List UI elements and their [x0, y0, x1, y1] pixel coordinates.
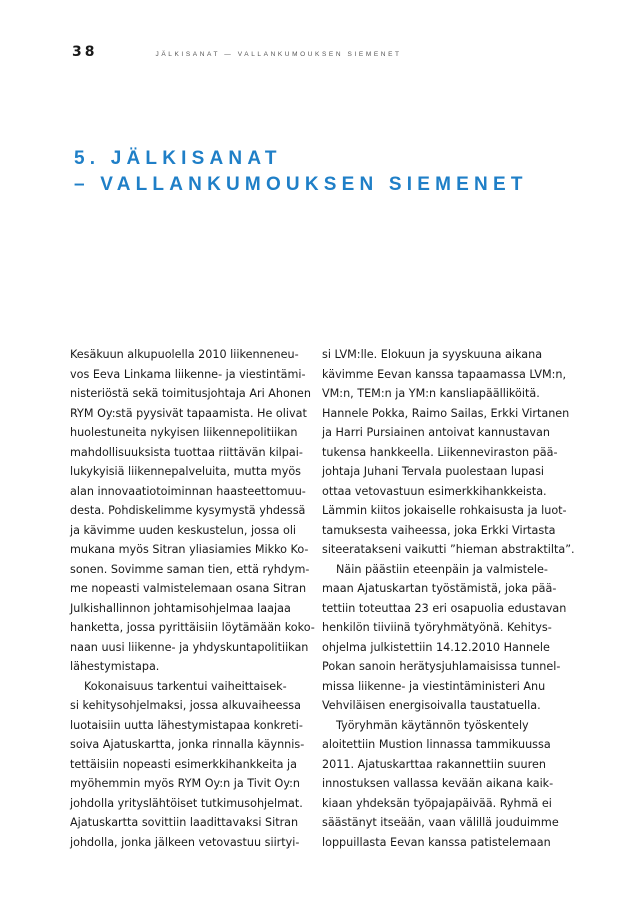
page-number: 38: [72, 44, 98, 60]
text-line: sonen. Sovimme saman tien, että ryhdym-: [70, 562, 310, 576]
text-line: kävimme Eevan kanssa tapaamassa LVM:n,: [322, 367, 567, 381]
text-line: Pokan sanoin herätysjuhlamaisissa tunnel-: [322, 660, 561, 673]
text-line: desta. Pohdiskelimme kysymystä yhdessä: [70, 504, 306, 517]
text-line: loppuillasta Eevan kanssa patistelemaan: [322, 835, 551, 849]
text-line: 2011. Ajatuskarttaa rakannettiin suuren: [322, 757, 546, 771]
text-line: johdolla, jonka jälkeen vetovastuu siirtyi-: [70, 835, 300, 849]
text-line: Hannele Pokka, Raimo Sailas, Erkki Virtanen: [322, 406, 570, 420]
text-line: naan uusi liikenne- ja yhdyskuntapolitiikan: [70, 640, 309, 654]
text-line: soiva Ajatuskartta, jonka rinnalla käynnis-: [70, 738, 305, 751]
chapter-title-line-2: – VALLANKUMOUKSEN SIEMENET: [74, 174, 528, 195]
text-line: maan Ajatuskartan työstämistä, joka pää-: [322, 582, 557, 595]
text-line: siteeratakseni vaikutti ”hieman abstraktilta”.: [322, 543, 575, 556]
text-line: henkilön tiiviinä työryhmätyönä. Kehitys-: [322, 621, 552, 634]
text-line: aloitettiin Mustion linnassa tammikuussa: [322, 738, 551, 751]
text-line: Kesäkuun alkupuolella 2010 liikenneneu-: [70, 348, 299, 361]
text-line: myöhemmin myös RYM Oy:n ja Tivit Oy:n: [70, 777, 301, 790]
body-column-left: [70, 345, 315, 852]
text-line: johtaja Juhani Tervala puolestaan lupasi: [322, 465, 544, 478]
text-line: innostuksen vallassa kevään aikana kaik-: [322, 777, 554, 790]
text-line: Lämmin kiitos jokaiselle rohkaisusta ja luot-: [322, 504, 567, 517]
text-line: Näin päästiin eteenpäin ja valmistele-: [336, 562, 548, 576]
text-line: vos Eeva Linkama liikenne- ja viestintämi-: [70, 367, 306, 381]
text-line: lukykyisiä liikennepalveluita, mutta myös: [70, 465, 302, 478]
text-line: alan innovaatiotoiminnan haasteettomuu-: [70, 484, 306, 498]
text-line: huolestuneita nykyisen liikennepolitiikan: [70, 426, 298, 439]
text-line: hanketta, jossa pyrittäisiin löytämään koko-: [70, 621, 315, 634]
text-line: ottaa vetovastuun esimerkkihankkeista.: [322, 484, 547, 498]
text-line: si kehitysohjelmaksi, jossa alkuvaiheessa: [70, 699, 301, 712]
text-line: tukensa hankkeella. Liikenneviraston pää-: [322, 445, 558, 459]
text-line: nisteriöstä sekä toimitusjohtaja Ari Ahonen: [70, 387, 311, 400]
text-line: ohjelma julkistettiin 14.12.2010 Hannele: [322, 640, 550, 654]
body-column-right: [322, 345, 575, 852]
text-line: ja kävimme uuden keskustelun, jossa oli: [70, 523, 297, 537]
text-line: tettiin toteuttaa 23 eri osapuolia edustavan: [322, 601, 567, 615]
text-line: Kokonaisuus tarkentui vaiheittaisek-: [84, 679, 287, 693]
text-line: RYM Oy:stä pyysivät tapaamista. He olivat: [70, 406, 307, 420]
text-line: Ajatuskartta sovittiin laadittavaksi Sitran: [70, 816, 299, 829]
text-line: ja Harri Pursiainen antoivat kannustavan: [322, 426, 550, 439]
text-line: tettäisiin nopeasti esimerkkihankkeita ja: [70, 757, 297, 771]
chapter-title: [74, 146, 528, 198]
text-line: säästänyt itseään, vaan välillä jouduimme: [322, 816, 559, 829]
text-line: johdolla yrityslähtöiset tutkimusohjelmat.: [70, 796, 303, 810]
running-head: JÄLKISANAT — VALLANKUMOUKSEN SIEMENET: [155, 51, 402, 58]
text-line: VM:n, TEM:n ja YM:n kansliapäälliköitä.: [322, 387, 540, 400]
text-line: tamuksesta vaiheessa, joka Erkki Virtasta: [322, 523, 556, 537]
text-line: me nopeasti valmistelemaan osana Sitran: [70, 582, 307, 595]
text-line: kiaan yhdeksän työpajapäivää. Ryhmä ei: [322, 796, 552, 810]
text-line: missa liikenne- ja viestintäministeri Anu: [322, 679, 546, 693]
chapter-title-line-1: 5. JÄLKISANAT: [74, 148, 282, 169]
text-line: luotaisiin uutta lähestymistapaa konkreti-: [70, 718, 303, 732]
page-header: [72, 44, 402, 60]
text-line: Työryhmän käytännön työskentely: [336, 718, 529, 732]
text-line: si LVM:lle. Elokuun ja syyskuuna aikana: [322, 348, 543, 361]
text-line: Julkishallinnon johtamisohjelmaa laajaa: [70, 601, 291, 615]
text-line: lähestymistapa.: [70, 660, 160, 673]
text-line: mahdollisuuksista tuottaa riittävän kilpai-: [70, 445, 303, 459]
text-line: Vehviläisen energisoivalla taustatuella.: [322, 699, 541, 712]
text-line: mukana myös Sitran yliasiamies Mikko Ko-: [70, 543, 309, 556]
